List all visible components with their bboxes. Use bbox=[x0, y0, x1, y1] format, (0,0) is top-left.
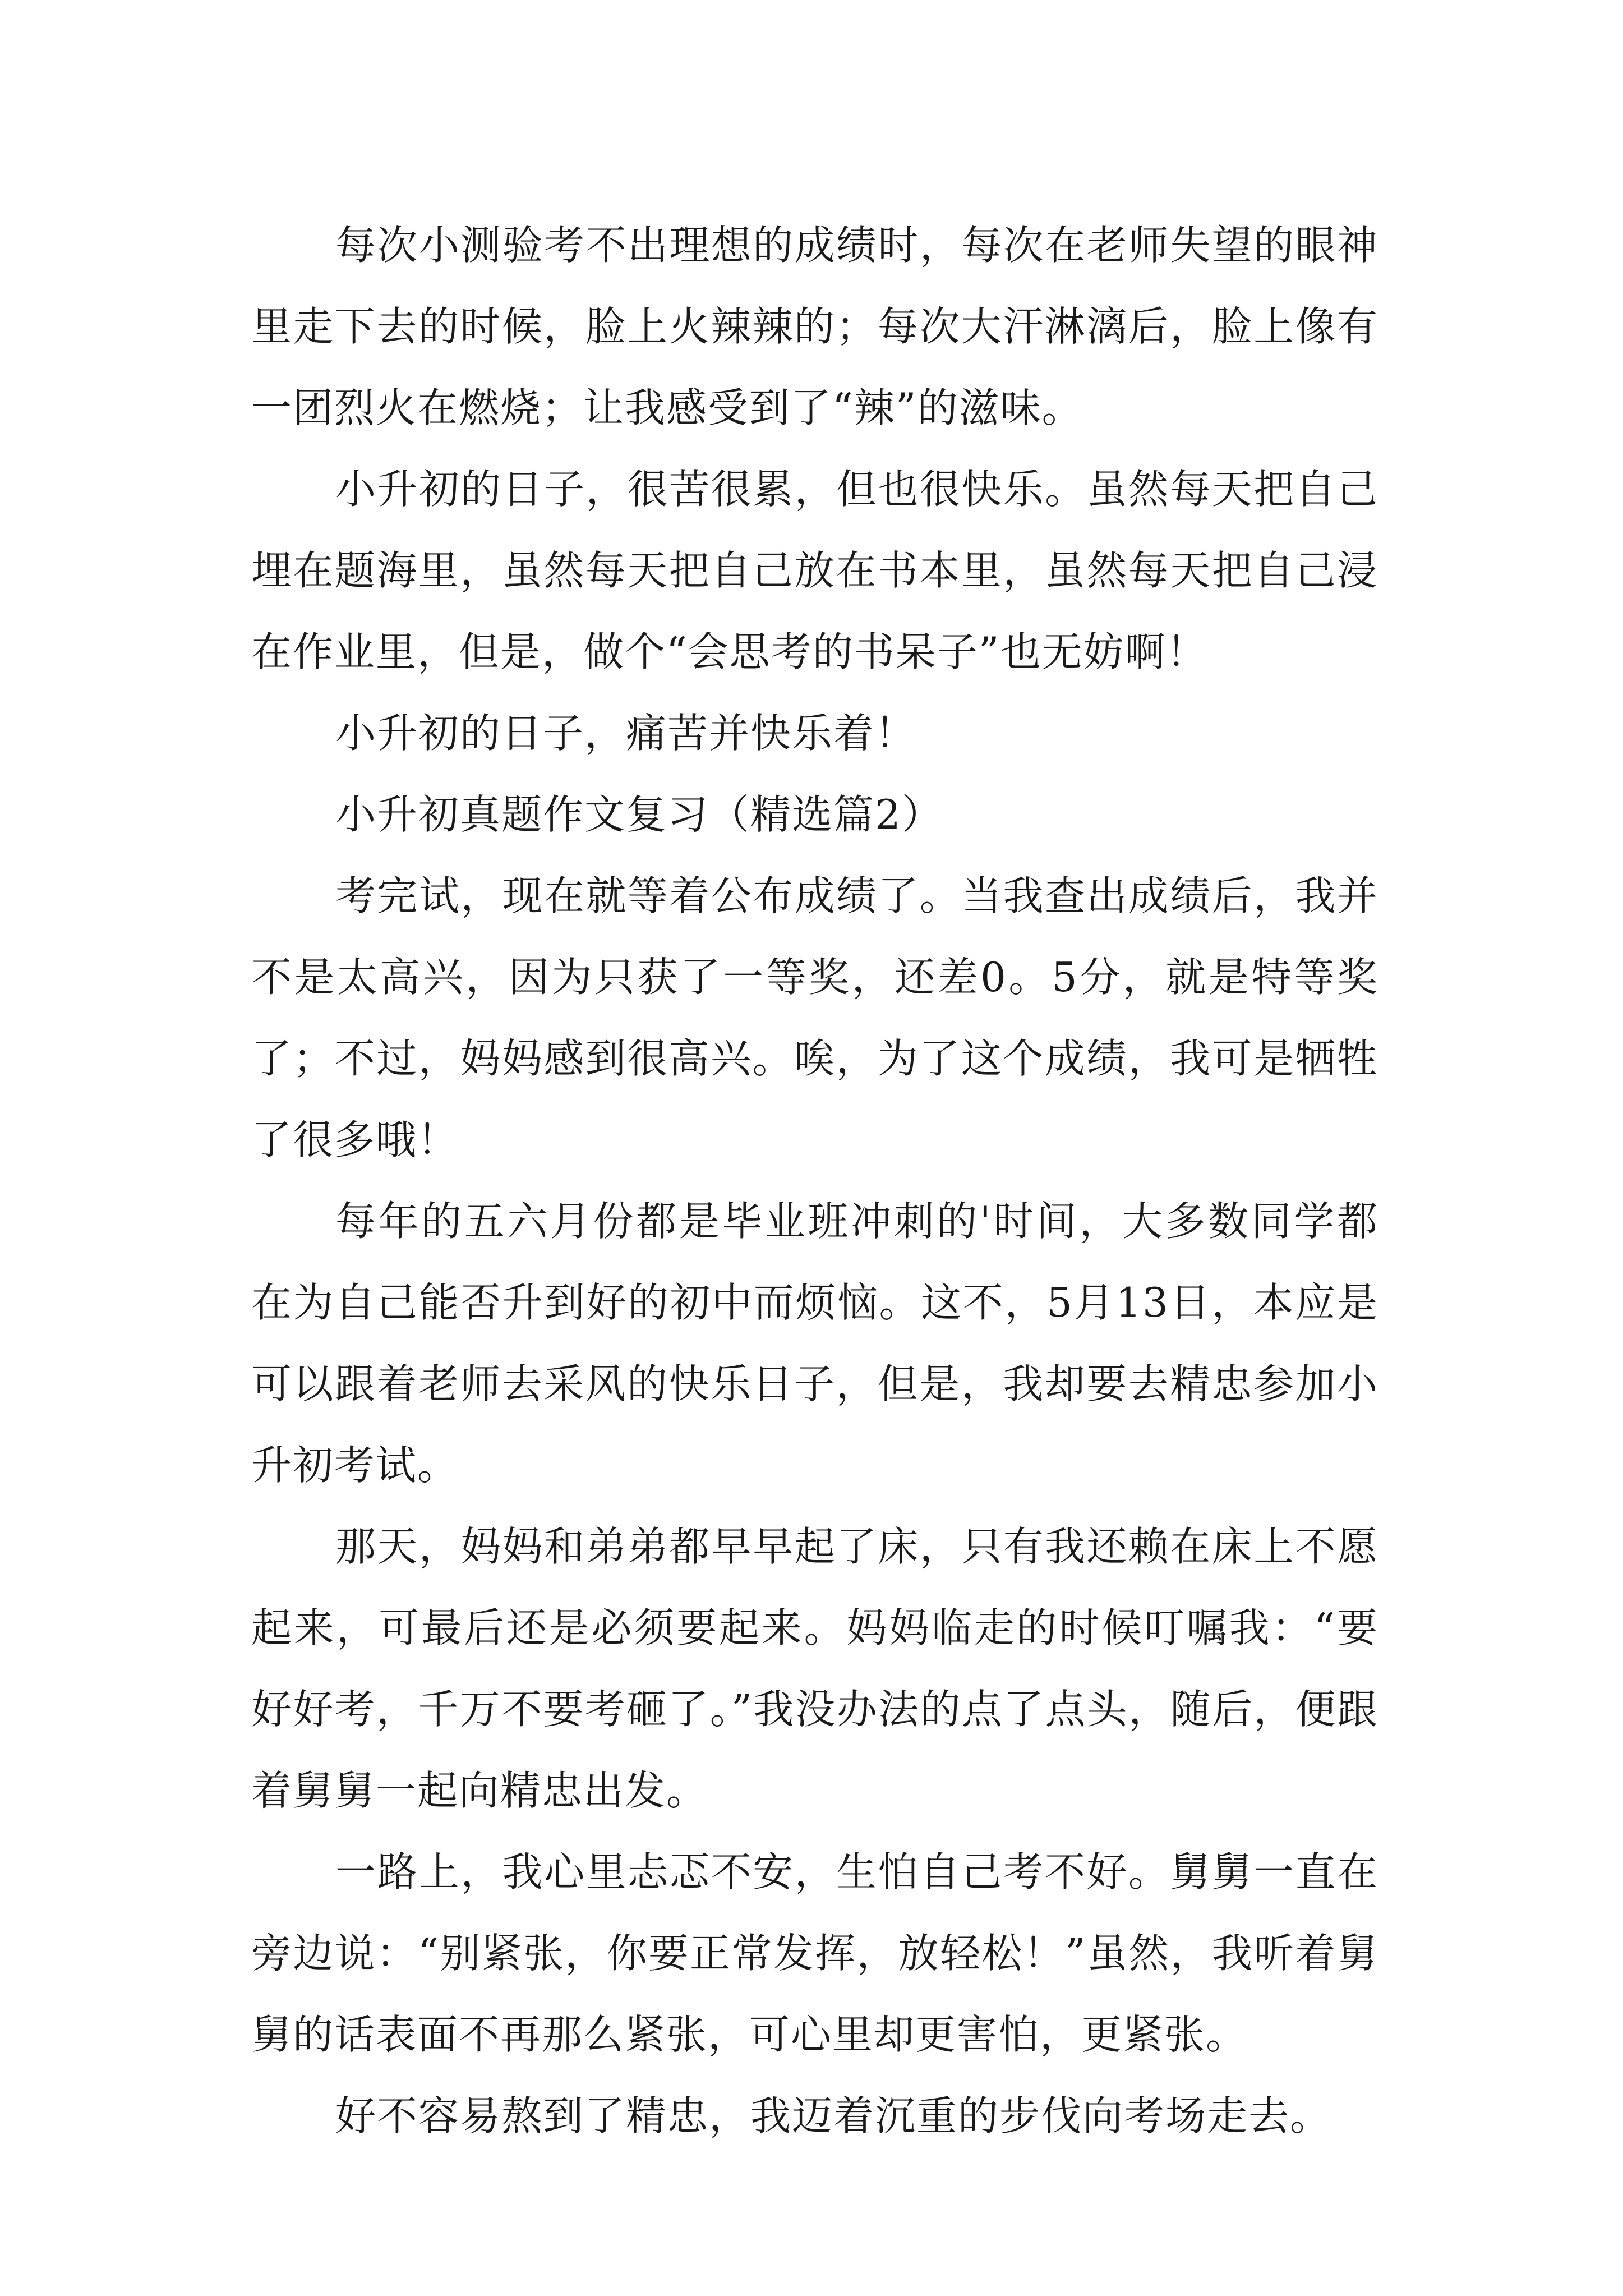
paragraph: 每次小测验考不出理想的成绩时，每次在老师失望的眼神里走下去的时候，脸上火辣辣的；每次大汗淋漓后，脸上像有一团烈火在燃烧；让我感受到了“辣”的滋味。 bbox=[251, 222, 1378, 431]
paragraph: 考完试，现在就等着公布成绩了。当我查出成绩后，我并不是太高兴，因为只获了一等奖，还差0。5分，就是特等奖了；不过，妈妈感到很高兴。唉，为了这个成绩，我可是牺牲了很多哦！ bbox=[251, 872, 1378, 1163]
document-body bbox=[251, 205, 1378, 2157]
paragraph: 每年的五六月份都是毕业班冲刺的'时间，大多数同学都在为自己能否升到好的初中而烦恼。这不，5月13日，本应是可以跟着老师去采风的快乐日子，但是，我却要去精忠参加小升初考试。 bbox=[251, 1198, 1378, 1489]
paragraph: 那天，妈妈和弟弟都早早起了床，只有我还赖在床上不愿起来，可最后还是必须要起来。妈妈临走的时候叮嘱我：“要好好考，千万不要考砸了。”我没办法的点了点头，随后，便跟着舅舅一起向精忠出发。 bbox=[251, 1523, 1378, 1814]
paragraph: 小升初的日子，痛苦并快乐着！ bbox=[335, 710, 917, 757]
paragraph: 小升初的日子，很苦很累，但也很快乐。虽然每天把自己埋在题海里，虽然每天把自己放在书本里，虽然每天把自己浸在作业里，但是，做个“会思考的书呆子”也无妨啊！ bbox=[251, 466, 1378, 675]
paragraph: 一路上，我心里忐忑不安，生怕自己考不好。舅舅一直在旁边说：“别紧张，你要正常发挥，放轻松！”虽然，我听着舅舅的话表面不再那么紧张，可心里却更害怕，更紧张。 bbox=[251, 1848, 1378, 2058]
paragraph: 好不容易熬到了精忠，我迈着沉重的步伐向考场走去。 bbox=[335, 2092, 1332, 2139]
section-heading: 小升初真题作文复习（精选篇2） bbox=[335, 791, 943, 838]
